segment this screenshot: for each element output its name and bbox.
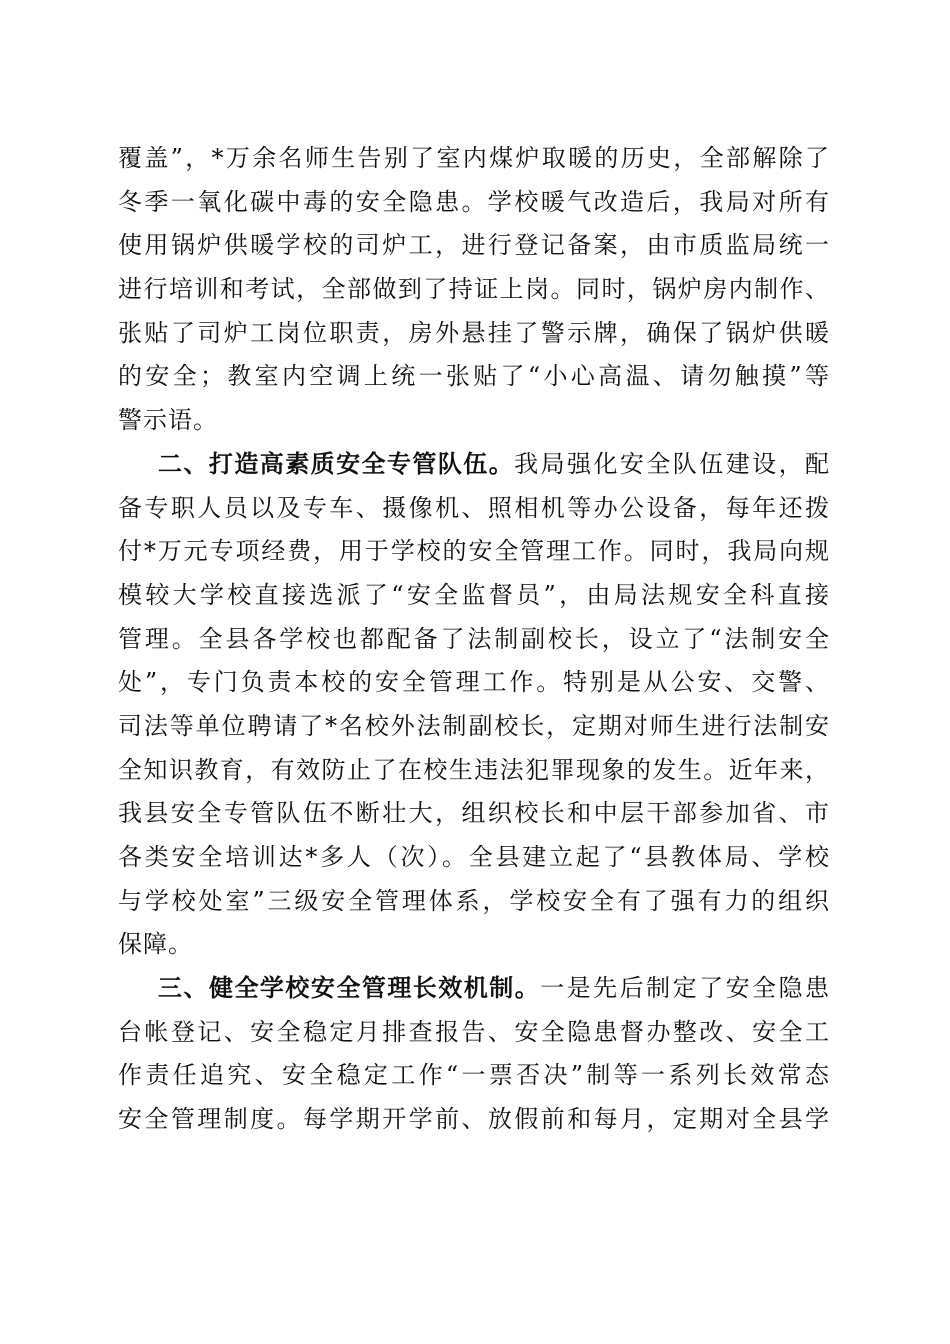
- paragraph-2-first-line-text: 我局强化安全队伍建设，配: [514, 449, 831, 478]
- paragraph-1-line: 进行培训和考试，全部做到了持证上岗。同时，锅炉房内制作、: [118, 275, 830, 304]
- paragraph-2-line: 我县安全专管队伍不断壮大，组织校长和中层干部参加省、市: [118, 799, 830, 828]
- paragraph-3-first-line: [118, 967, 830, 1011]
- paragraph-2-first-line: [118, 443, 830, 487]
- section-heading-3: 三、健全学校安全管理长效机制。: [158, 974, 541, 1003]
- paragraph-1-line: 覆盖”，*万余名师生告别了室内煤炉取暖的历史，全部解除了: [118, 144, 830, 172]
- paragraph-3-line: 作责任追究、安全稳定工作“一票否决”制等一系列长效常态: [118, 1061, 830, 1090]
- paragraph-2-line: 与学校处室”三级安全管理体系，学校安全有了强有力的组织: [118, 886, 830, 915]
- paragraph-3: [118, 967, 830, 1142]
- paragraph-3-line: 安全管理制度。每学期开学前、放假前和每月，定期对全县学: [118, 1105, 830, 1134]
- paragraph-1-line: 张贴了司炉工岗位职责，房外悬挂了警示牌，确保了锅炉供暖: [118, 318, 830, 347]
- paragraph-2-line: 各类安全培训达*多人（次）。全县建立起了“县教体局、学校: [118, 843, 830, 871]
- paragraph-2-line: 全知识教育，有效防止了在校生违法犯罪现象的发生。近年来，: [118, 755, 830, 784]
- paragraph-1-line: 冬季一氧化碳中毒的安全隐患。学校暖气改造后，我局对所有: [118, 187, 830, 216]
- section-heading-2: 二、打造高素质安全专管队伍。: [158, 449, 515, 478]
- paragraph-2-line: 付*万元专项经费，用于学校的安全管理工作。同时，我局向规: [118, 537, 830, 566]
- paragraph-1-line: 警示语。: [118, 406, 218, 435]
- paragraph-1: [118, 137, 830, 443]
- paragraph-2-line: 保障。: [118, 930, 193, 959]
- paragraph-2-line: 模较大学校直接选派了“安全监督员”，由局法规安全科直接: [118, 580, 830, 609]
- paragraph-2-line: 管理。全县各学校也都配备了法制副校长，设立了“法制安全: [118, 624, 830, 653]
- paragraph-1-line: 使用锅炉供暖学校的司炉工，进行登记备案，由市质监局统一: [118, 231, 830, 260]
- paragraph-2-line: 处”，专门负责本校的安全管理工作。特别是从公安、交警、: [118, 668, 830, 697]
- paragraph-2: [118, 443, 830, 967]
- paragraph-2-line: 司法等单位聘请了*名校外法制副校长，定期对师生进行法制安: [118, 711, 830, 740]
- paragraph-3-first-line-text: 一是先后制定了安全隐患: [540, 974, 831, 1003]
- document-body: [118, 137, 830, 1142]
- paragraph-3-line: 台帐登记、安全稳定月排查报告、安全隐患督办整改、安全工: [118, 1017, 830, 1046]
- paragraph-1-line: 的安全；教室内空调上统一张贴了“小心高温、请勿触摸”等: [118, 362, 830, 391]
- paragraph-2-line: 备专职人员以及专车、摄像机、照相机等办公设备，每年还拨: [118, 493, 830, 522]
